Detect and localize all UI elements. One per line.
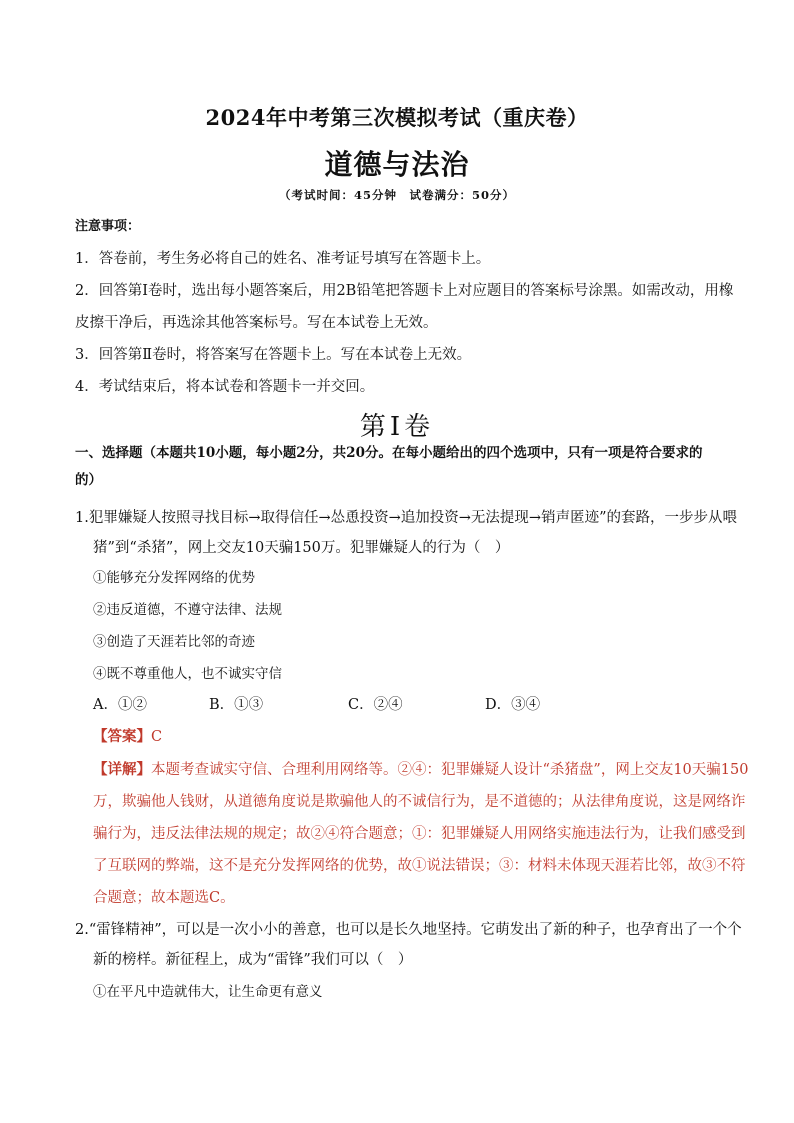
q2-stem-cont: 新的榜样。新征程上，成为“雷锋”我们可以（ ） — [93, 952, 413, 968]
q1-explain-line-5: 合题意；故本题选C。 — [93, 890, 235, 906]
q1-answer — [93, 727, 162, 747]
q1-option-a: A．①② — [93, 697, 147, 713]
section-title: 第Ⅰ卷 — [359, 412, 435, 442]
exam-info: （考试时间：45分钟 试卷满分：50分） — [278, 188, 515, 202]
notice-item-4: 4．考试结束后，将本试卷和答题卡一并交回。 — [75, 379, 375, 395]
q1-statement-3: ③创造了天涯若比邻的奇迹 — [93, 634, 255, 650]
explain-label: 【详解】 — [93, 761, 151, 778]
notice-heading: 注意事项： — [75, 219, 141, 234]
notice-item-2: 2．回答第Ⅰ卷时，选出每小题答案后，用2B铅笔把答题卡上对应题目的答案标号涂黑。如需改动，用橡 — [75, 283, 734, 299]
q1-option-c: C．②④ — [348, 697, 403, 713]
exam-title: 2024年中考第三次模拟考试（重庆卷） — [205, 105, 589, 130]
q1-explain-line-2: 万，欺骗他人钱财，从道德角度说是欺骗他人的不诚信行为，是不道德的；从法律角度说，这是网络诈 — [93, 794, 746, 810]
q1-explain-line-4: 了互联网的弊端，这不是充分发挥网络的优势，故①说法错误；③：材料未体现天涯若比邻，故③不符 — [93, 858, 746, 874]
section-instruction: 一、选择题（本题共10小题，每小题2分，共20分。在每小题给出的四个选项中，只有一项是符合要求的 — [75, 445, 703, 461]
answer-value: C — [151, 729, 163, 745]
q1-statement-2: ②违反道德，不遵守法律、法规 — [93, 602, 282, 618]
q1-explain-line-1 — [93, 760, 748, 780]
q1-option-d: D．③④ — [485, 697, 541, 713]
explain-text: 本题考查诚实守信、合理利用网络等。②④：犯罪嫌疑人设计“杀猪盘”，网上交友10天骗150 — [151, 762, 749, 778]
q1-explain-line-3: 骗行为，违反法律法规的规定；故②④符合题意；①：犯罪嫌疑人用网络实施违法行为，让我们感受到 — [93, 826, 746, 842]
q1-option-b: B．①③ — [209, 697, 264, 713]
notice-item-3: 3．回答第Ⅱ卷时，将答案写在答题卡上。写在本试卷上无效。 — [75, 347, 472, 363]
q1-statement-4: ④既不尊重他人，也不诚实守信 — [93, 666, 282, 682]
section-instruction-cont: 的） — [75, 472, 102, 488]
answer-label: 【答案】 — [93, 728, 151, 745]
notice-item-1: 1．答卷前，考生务必将自己的姓名、准考证号填写在答题卡上。 — [75, 251, 491, 267]
subject-title: 道德与法治 — [324, 148, 470, 181]
q1-stem: 1.犯罪嫌疑人按照寻找目标→取得信任→怂恿投资→追加投资→无法提现→销声匿迹”的套路，一步步从喂 — [75, 510, 737, 526]
notice-item-2-cont: 皮擦干净后，再选涂其他答案标号。写在本试卷上无效。 — [75, 315, 438, 331]
q1-statement-1: ①能够充分发挥网络的优势 — [93, 570, 255, 586]
q2-stem: 2.“雷锋精神”，可以是一次小小的善意，也可以是长久地坚持。它萌发出了新的种子，也孕育出了一个个 — [75, 922, 742, 938]
q1-stem-cont: 猪”到“杀猪”，网上交友10天骗150万。犯罪嫌疑人的行为（ ） — [93, 540, 510, 556]
q2-statement-1: ①在平凡中造就伟大，让生命更有意义 — [93, 984, 323, 1000]
